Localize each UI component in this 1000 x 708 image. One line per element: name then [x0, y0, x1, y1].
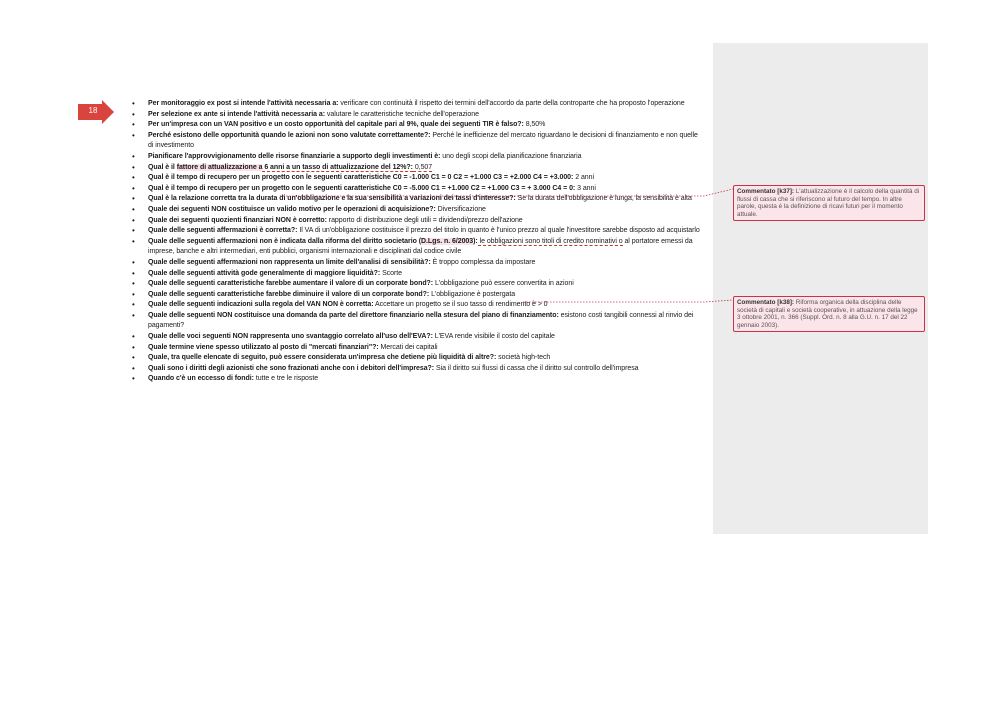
- question-text: Quale delle seguenti NON costituisce una domanda da parte del direttore finanziario nella stesura del piano di finanziamento:: [148, 311, 559, 319]
- question-text: Perché esistono delle opportunità quando le azioni non sono valutate correttamente?:: [148, 131, 431, 139]
- answer-text: Il VA di un'obbligazione costituisce il prezzo del titolo in quanto è l'unico prezzo al quale l'investitore sarebbe disposto ad acquistarlo: [297, 227, 700, 235]
- question-text: Qual è il tempo di recupero per un progetto con le seguenti caratteristiche C0 = -5.000 C1 = +1.000 C2 = +1.000 C3 = + 3.000 C4 = 0:: [148, 184, 576, 192]
- answer-text: Se la durata dell'obbligazione è lunga, la sensibilità è alta: [515, 195, 692, 203]
- answer-text: 3 anni: [575, 184, 596, 192]
- question-text: Per monitoraggio ex post si intende l'attività necessaria a:: [148, 100, 339, 107]
- answer-text: società high-tech: [496, 354, 551, 362]
- answer-text: Mercati dei capitali: [378, 343, 438, 351]
- answer-text: L'obbligazione è postergata: [429, 290, 516, 298]
- question-text: Quando c'è un eccesso di fondi:: [148, 375, 254, 383]
- page-number: 18: [88, 106, 98, 115]
- answer-text: al portatore emessi da imprese, banche e altri intermediari, enti pubblici, organismi internazionali e disciplinati dal codice civile: [148, 237, 693, 256]
- comment-text: L'attualizzazione è il calcolo della quantità di flussi di cassa che si riferiscono al futuro del tempo. In altre parole, questa è la definizione di ricavi futuri per il momento attuale.: [737, 188, 920, 218]
- question-text: Per un'impresa con un VAN positivo e un costo opportunità del capitale pari al 9%, quale dei seguenti TIR è falso?:: [148, 121, 524, 129]
- comment-text: Riforma organica della disciplina delle società di capitali e società cooperative, in attuazione della legge 3 ottobre 2001, n. 366 (Suppl. Ord. n. 8 alla G.U. n. 17 del 22 gennaio 2003).: [737, 299, 918, 329]
- question-text: Quale dei seguenti quozienti finanziari NON è corretto:: [148, 216, 327, 224]
- connector-k38: [523, 300, 733, 302]
- question-text: Qual è la relazione corretta tra la durata di un'obbligazione e la sua sensibilità a variazioni dei tassi d'interesse?:: [148, 195, 516, 203]
- question-text: Quale, tra quelle elencate di seguito, può essere considerata un'impresa che detiene più liquidità di altre?:: [148, 354, 497, 362]
- answer-text: valutare le caratteristiche tecniche dell'operazione: [325, 110, 479, 118]
- question-text: Quale delle seguenti affermazioni non rappresenta un limite dell'analisi di sensibilità?:: [148, 258, 431, 266]
- question-text: Quale termine viene spesso utilizzato al posto di "mercati finanziari"?:: [148, 343, 379, 351]
- answer-text: 8,50%: [523, 121, 546, 129]
- answer-text: tutte e tre le risposte: [253, 375, 319, 383]
- question-text: Quale dei seguenti NON costituisce un valido motivo per le operazioni di acquisizione?:: [148, 205, 436, 213]
- question-text-underlined: 6 anni a un tasso di attualizzazione del 12%?:: [262, 163, 413, 171]
- question-text: Quale delle seguenti attività gode generalmente di maggiore liquidità?:: [148, 269, 381, 277]
- comment-anchor-k37[interactable]: fattore di attualizzazione a: [176, 163, 263, 171]
- question-text: Quale delle seguenti affermazioni è corretta?:: [148, 227, 298, 235]
- answer-text: uno degli scopi della pianificazione finanziaria: [440, 152, 582, 160]
- question-text: Quale delle seguenti affermazioni non è indicata dalla riforma del diritto societario (: [148, 237, 421, 245]
- answer-text: Sia il diritto sui flussi di cassa che il diritto sul controllo dell'impresa: [434, 364, 639, 372]
- question-text: Quali sono i diritti degli azionisti che sono frazionati anche con i debitori dell'impresa?:: [148, 364, 435, 372]
- answer-text-underlined: le obbligazioni sono titoli di credito nominativi o: [477, 237, 623, 245]
- connector-k37: [280, 189, 733, 196]
- question-text: Quale delle seguenti indicazioni sulla regola del VAN NON è corretta:: [148, 301, 374, 309]
- question-text: Qual è il tempo di recupero per un progetto con le seguenti caratteristiche C0 = -1.000 C1 = 0 C2 = +1.000 C3 = +2.000 C4 = +3.000:: [148, 174, 574, 182]
- comment-k38[interactable]: [733, 296, 925, 332]
- question-text: ):: [473, 237, 478, 245]
- answer-text: Diversificazione: [435, 205, 486, 213]
- answer-text: Scorte: [380, 269, 402, 277]
- answer-text: esistono costi tangibili connessi al rinvio dei pagamenti?: [148, 311, 694, 330]
- answer-text: È troppo complessa da impostare: [430, 258, 536, 266]
- question-text: Per selezione ex ante si intende l'attività necessaria a:: [148, 110, 326, 118]
- answer-text: rapporto di distribuzione degli utili = dividendi/prezzo dell'azione: [326, 216, 523, 224]
- answer-text: L'obbligazione può essere convertita in azioni: [433, 280, 574, 288]
- answer-text: 2 anni: [573, 174, 594, 182]
- answer-text: verificare con continuità il rispetto dei termini dell'accordo da parte della controparte che ha proposto l'operazione: [338, 100, 685, 107]
- comment-label: Commentato [k38]:: [737, 299, 795, 306]
- answer-text: L'EVA rende visibile il costo del capitale: [432, 333, 555, 341]
- question-text: Quale delle seguenti caratteristiche farebbe diminuire il valore di un corporate bond?:: [148, 290, 430, 298]
- comment-anchor-k38[interactable]: D.Lgs. n. 6/2003: [421, 237, 474, 245]
- question-text: Pianificare l'approvvigionamento delle risorse finanziarie a supporto degli investimenti è:: [148, 152, 441, 160]
- answer-text: Perché le inefficienze del mercato riguardano le decisioni di finanziamento e non quelle di investimento: [148, 131, 698, 150]
- question-text: Quale delle seguenti caratteristiche farebbe aumentare il valore di un corporate bond?:: [148, 280, 434, 288]
- answer-text-underlined: 0,507: [412, 163, 433, 171]
- comment-k37[interactable]: [733, 185, 925, 221]
- answer-text: Accettare un progetto se il suo tasso di rendimento è > 0: [373, 301, 548, 309]
- comment-label: Commentato [k37]:: [737, 188, 795, 195]
- question-text: Quale delle voci seguenti NON rappresenta uno svantaggio correlato all'uso dell'EVA?:: [148, 333, 433, 341]
- question-text: Qual è il: [148, 163, 177, 171]
